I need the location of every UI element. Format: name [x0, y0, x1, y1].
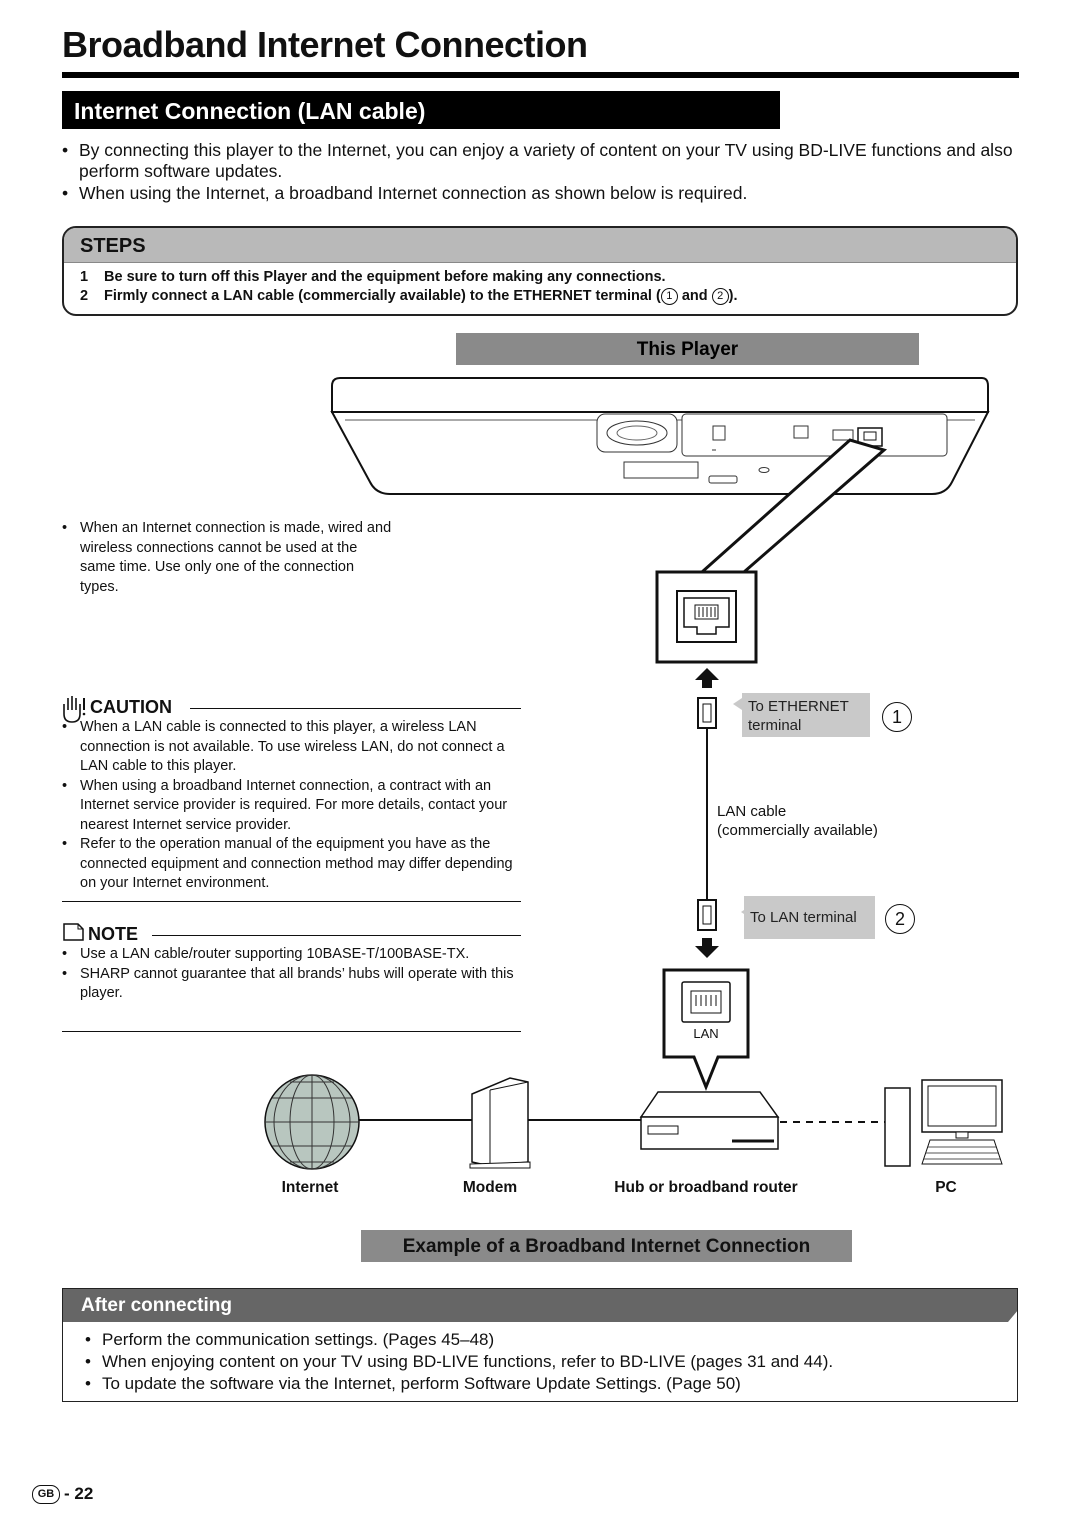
- pc-label: PC: [935, 1179, 957, 1196]
- caution-item: • When a LAN cable is connected to this player, a wireless LAN connection is not available. To use wireless LAN, do not connect a LAN cable to this player.: [62, 718, 522, 777]
- after-item: • Perform the communication settings. (Pages 45–48): [85, 1330, 494, 1350]
- caution-bottom-rule: [62, 901, 521, 902]
- region-badge: GB: [32, 1485, 60, 1504]
- connection-note-text: • When an Internet connection is made, wired and wireless connections cannot be used at the same time. Use only one of the connection types.: [62, 519, 392, 597]
- this-player-label: This Player: [456, 333, 919, 365]
- note-item: • Use a LAN cable/router supporting 10BASE-T/100BASE-TX.: [62, 945, 522, 965]
- internet-globe-icon: [265, 1075, 359, 1169]
- player-rear-panel-illustration: [332, 378, 988, 494]
- modem-label: Modem: [462, 1179, 518, 1196]
- note-list: [62, 945, 522, 1004]
- intro-item: • When using the Internet, a broadband Internet connection as shown below is required.: [62, 183, 1022, 204]
- lan-cable-note: (commercially available): [717, 822, 878, 839]
- step-text: Firmly connect a LAN cable (commercially available) to the ETHERNET terminal (: [104, 288, 661, 304]
- page-number: - 22: [64, 1484, 94, 1503]
- note-heading: NOTE: [88, 924, 139, 944]
- step-text-end: ).: [728, 288, 738, 304]
- note-icon: [64, 924, 83, 940]
- caution-heading: CAUTION: [90, 697, 172, 717]
- note-bottom-rule: [62, 1031, 521, 1032]
- lan-port-label: LAN: [693, 1026, 719, 1041]
- step-text: Be sure to turn off this Player and the equipment before making any connections.: [104, 269, 666, 285]
- after-connecting-heading: After connecting: [81, 1295, 232, 1316]
- caution-list: [62, 718, 522, 894]
- note-item: • SHARP cannot guarantee that all brands’ hubs will operate with this player.: [62, 965, 522, 1004]
- circled-number-2: 2: [712, 288, 729, 305]
- callout-number-1: 1: [882, 702, 912, 732]
- internet-label: Internet: [281, 1179, 339, 1196]
- step-number: 2: [80, 288, 89, 304]
- intro-item: • By connecting this player to the Internet, you can enjoy a variety of content on your TV using BD-LIVE functions and also perform software updates.: [62, 140, 1022, 182]
- example-caption: Example of a Broadband Internet Connection: [361, 1230, 852, 1262]
- steps-heading: STEPS: [64, 228, 1016, 263]
- caution-item: • Refer to the operation manual of the equipment you have as the connected equipment and connection method may differ depending on your Internet environment.: [62, 835, 522, 894]
- after-item: • To update the software via the Internet, perform Software Update Settings. (Page 50): [85, 1374, 741, 1394]
- to-lan-label: To LAN terminal: [744, 896, 875, 939]
- page-title: Broadband Internet Connection: [62, 24, 588, 65]
- note-rule: [152, 935, 521, 936]
- step-number: 1: [80, 269, 89, 285]
- pc-icon: [885, 1080, 1002, 1166]
- caution-rule: [190, 708, 521, 709]
- section-heading: Internet Connection (LAN cable): [62, 91, 780, 129]
- modem-icon: [470, 1078, 530, 1168]
- after-connecting-box: [62, 1288, 1018, 1402]
- step-text-and: and: [677, 288, 712, 304]
- callout-number-2: 2: [885, 904, 915, 934]
- to-ethernet-label: To ETHERNET terminal: [742, 693, 870, 737]
- circled-number-1: 1: [661, 288, 678, 305]
- hub-router-icon: [641, 1092, 778, 1149]
- connection-note: [62, 519, 392, 597]
- lan-cable-label: LAN cable: [717, 803, 787, 820]
- caution-item: • When using a broadband Internet connection, a contract with an Internet service provider is required. For more details, contact your nearest Internet service provider.: [62, 777, 522, 836]
- after-item: • When enjoying content on your TV using BD-LIVE functions, refer to BD-LIVE (pages 31 and 44).: [85, 1352, 833, 1372]
- hub-label: Hub or broadband router: [614, 1179, 798, 1196]
